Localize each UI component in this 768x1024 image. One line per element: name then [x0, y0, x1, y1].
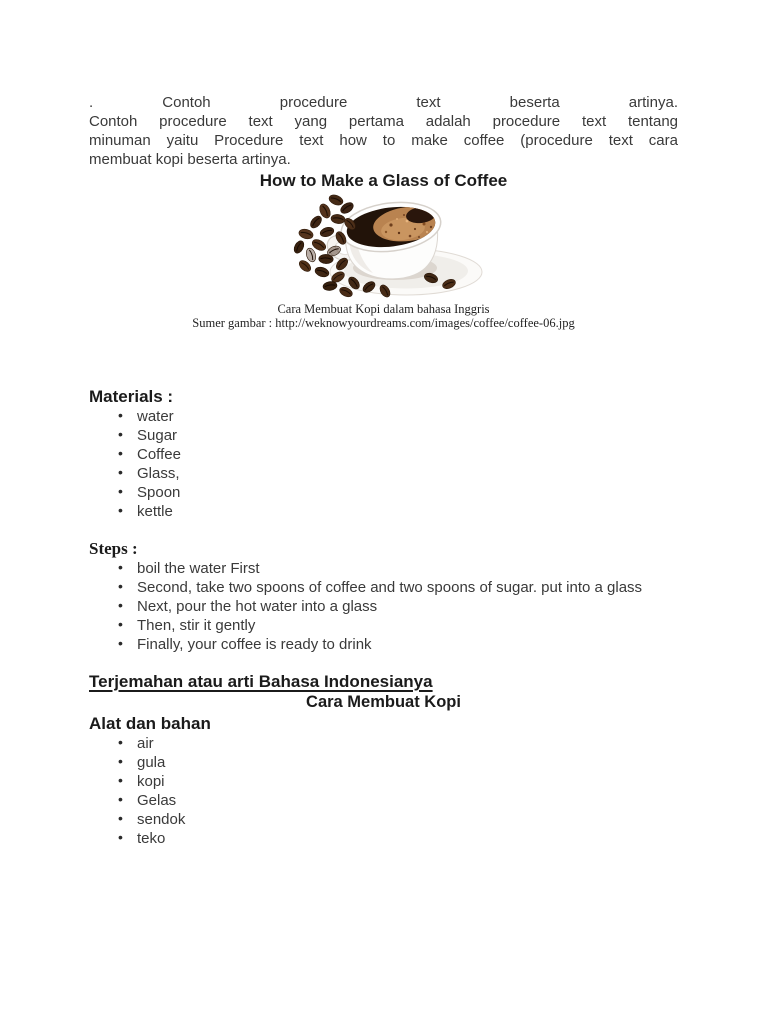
materials-heading: Materials :	[89, 387, 174, 406]
document-content	[89, 93, 678, 848]
materials-item: • water	[89, 407, 678, 426]
image-source: Sumer gambar : http://weknowyourdreams.com/images/coffee/coffee-06.jpg	[192, 315, 575, 330]
intro-line: minuman yaitu Procedure text how to make coffee (procedure text cara	[89, 132, 678, 149]
steps-item: • Next, pour the hot water into a glass	[89, 597, 678, 616]
coffee-figure	[89, 191, 678, 330]
coffee-photo	[279, 191, 489, 298]
materials-item: • kettle	[89, 502, 678, 521]
steps-item: • Second, take two spoons of coffee and two spoons of sugar. put into a glass	[89, 578, 678, 597]
translation-subtitle: Cara Membuat Kopi	[306, 693, 461, 711]
tools-item: • gula	[89, 753, 678, 772]
intro-paragraph	[89, 93, 678, 169]
materials-item: • Glass,	[89, 464, 678, 483]
tools-item: • air	[89, 734, 678, 753]
steps-item: • boil the water First	[89, 559, 678, 578]
steps-heading: Steps :	[89, 539, 138, 558]
steps-item: • Then, stir it gently	[89, 616, 678, 635]
intro-line: . Contoh procedure text beserta artinya.	[89, 94, 678, 111]
steps-list	[89, 559, 678, 654]
tools-item: • Gelas	[89, 791, 678, 810]
tools-item: • teko	[89, 829, 678, 848]
intro-line: Contoh procedure text yang pertama adalah procedure text tentang	[89, 113, 678, 130]
image-caption: Cara Membuat Kopi dalam bahasa Inggris	[277, 302, 490, 316]
materials-list	[89, 407, 678, 521]
materials-item: • Sugar	[89, 426, 678, 445]
tools-item: • kopi	[89, 772, 678, 791]
translation-heading: Terjemahan atau arti Bahasa Indonesianya	[89, 672, 433, 691]
document-title: How to Make a Glass of Coffee	[259, 171, 508, 190]
steps-item: • Finally, your coffee is ready to drink	[89, 635, 678, 654]
intro-line: membuat kopi beserta artinya.	[89, 151, 291, 168]
tools-item: • sendok	[89, 810, 678, 829]
materials-item: • Spoon	[89, 483, 678, 502]
materials-item: • Coffee	[89, 445, 678, 464]
tools-list	[89, 734, 678, 848]
tools-heading: Alat dan bahan	[89, 714, 211, 733]
